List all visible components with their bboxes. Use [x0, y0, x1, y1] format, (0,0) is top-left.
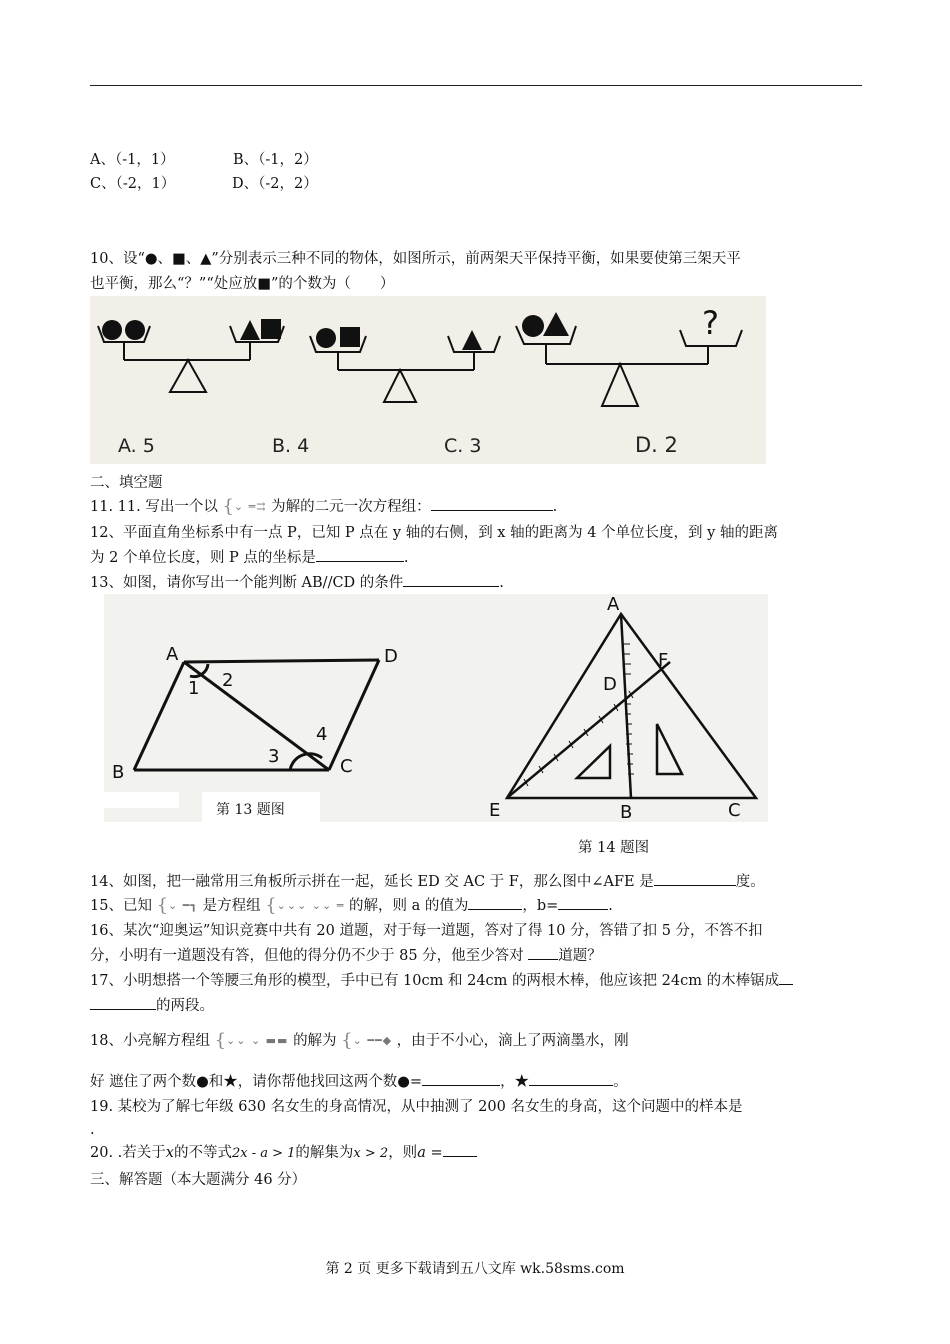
- q16-line2: [90, 946, 602, 966]
- choice-a: A. 5: [118, 435, 155, 457]
- fig14-label-e: E: [489, 800, 501, 821]
- q19-line2: .: [90, 1122, 95, 1138]
- balance-figure: [90, 296, 766, 464]
- q17-blank-b[interactable]: [90, 1009, 156, 1010]
- fig13-label-d: D: [384, 646, 398, 667]
- q12-blank[interactable]: [316, 561, 404, 562]
- fig13-label-c: C: [340, 756, 353, 777]
- q20-solution: x > 2: [353, 1146, 389, 1161]
- q20-blank[interactable]: [443, 1156, 477, 1157]
- q15-blank-a[interactable]: [468, 909, 522, 910]
- q13-text: 13、如图，请你写出一个能判断 AB//CD 的条件: [90, 575, 404, 591]
- q16-line1: 16、某次“迎奥运”知识竞赛中共有 20 道题，对于每一道题，答对了得 10 分，答错了扣 5 分，不答不扣: [90, 923, 763, 939]
- choice-b: B. 4: [272, 435, 310, 457]
- geometry-figures: [104, 594, 768, 822]
- q15-blank-b[interactable]: [558, 909, 608, 910]
- equation-system-icon: {⌄ ═⇉: [222, 496, 267, 517]
- q14-blank[interactable]: [654, 885, 736, 886]
- q11: [90, 497, 557, 517]
- equation-system-icon-2: {⌄⌄⌄ ⌄⌄ ═: [265, 895, 345, 916]
- q14-text: 14、如图，把一融常用三角板所示拼在一起，延长 ED 交 AC 于 F，那么图中∠AFE 是: [90, 874, 654, 890]
- fig14-label-b: B: [620, 802, 633, 822]
- fig14-caption: 第 14 题图: [578, 840, 650, 856]
- fig14-label-f: F: [658, 650, 669, 671]
- q15-post: 的解，则 a 的值为: [348, 898, 469, 914]
- fig14-label-a: A: [607, 594, 620, 615]
- fig14-label-c: C: [728, 800, 741, 821]
- q17-line1: [90, 971, 793, 991]
- q13: [90, 573, 504, 593]
- q20-mid3: ，则: [388, 1145, 418, 1161]
- fig13-label-3: 3: [268, 746, 280, 767]
- header-rule: [90, 85, 862, 86]
- q13-end: .: [499, 575, 504, 591]
- q18-line2-pre: 好 遮住了两个数●和★，请你帮他找回这两个数●=: [90, 1074, 423, 1090]
- option-d: D、（-2，2）: [232, 176, 318, 192]
- q15: [90, 896, 613, 916]
- balance-drawing: [90, 296, 766, 464]
- q10-line1: 10、设“●、■、▲”分别表示三种不同的物体，如图所示，前两架天平保持平衡，如果要使第三架天平: [90, 251, 741, 267]
- q14: [90, 872, 765, 892]
- q20-a: a =: [417, 1145, 443, 1161]
- q12-line1: 12、平面直角坐标系中有一点 P，已知 P 点在 y 轴的右侧，到 x 轴的距离为 4 个单位长度，到 y 轴的距离: [90, 525, 778, 541]
- q18-line2-end: 。: [613, 1074, 628, 1090]
- q15-end: .: [608, 898, 613, 914]
- fig13-mask: [104, 792, 179, 808]
- q11-end: .: [552, 499, 558, 515]
- q12-end: .: [403, 550, 409, 566]
- question-mark: ?: [702, 304, 719, 342]
- choice-c: C. 3: [444, 435, 482, 457]
- q13-blank[interactable]: [403, 586, 499, 587]
- fig13-label-b: B: [112, 762, 125, 783]
- fig14-label-d: D: [603, 674, 617, 695]
- fig13-label-1: 1: [188, 678, 200, 699]
- equation-system-icon-3: {⌄⌄ ⌄ ▬▬: [214, 1030, 289, 1051]
- q20-inequality: 2x - a > 1: [231, 1146, 296, 1161]
- option-a: A、（-1，1）: [90, 152, 175, 168]
- choice-d: D. 2: [635, 433, 678, 457]
- q17-line2: [90, 996, 214, 1016]
- q12-text: 为 2 个单位长度，则 P 点的坐标是: [90, 550, 316, 566]
- q16-blank[interactable]: [528, 959, 558, 960]
- option-b: B、（-1，2）: [233, 152, 318, 168]
- option-c: C、（-2，1）: [90, 176, 176, 192]
- q17-text: 17、小明想搭一个等腰三角形的模型，手中已有 10cm 和 24cm 的两根木棒，他应该把 24cm 的木棒锯成: [90, 973, 780, 989]
- q17-end: 的两段。: [156, 998, 214, 1014]
- q18-post: ，由于不小心，滴上了两滴墨水，刚: [396, 1033, 629, 1049]
- q18-line2: [90, 1072, 628, 1092]
- solution-system-icon-2: {⌄ ━━◆: [341, 1030, 393, 1051]
- q18-line2-mid: ，★: [500, 1074, 530, 1090]
- q11-pre: 11. 11. 写出一个以: [90, 499, 218, 515]
- fig13-label-2: 2: [222, 670, 234, 691]
- q19-line1: 19. 某校为了解七年级 630 名女生的身高情况，从中抽测了 200 名女生的身高，这个问题中的样本是: [90, 1099, 743, 1115]
- fig13-label-a: A: [166, 644, 179, 665]
- section2-heading: 二、填空题: [90, 475, 163, 491]
- q15-b-label: ，b=: [522, 898, 559, 914]
- q14-end: 度。: [735, 874, 765, 890]
- q18-blank-b[interactable]: [529, 1085, 613, 1086]
- q15-mid: 是方程组: [202, 898, 261, 914]
- q16-end: 道题？: [558, 948, 602, 964]
- section3-heading: 三、解答题（本大题满分 46 分）: [90, 1172, 307, 1188]
- q10-line2: 也平衡，那么“？”“处应放■”的个数为（ ）: [90, 276, 395, 292]
- q20-x: x: [165, 1145, 174, 1161]
- q11-post: 为解的二元一次方程组：: [271, 499, 431, 515]
- page-footer: 第 2 页 更多下载请到五八文库 wk.58sms.com: [325, 1261, 625, 1277]
- q11-blank[interactable]: [431, 510, 553, 511]
- q15-pre: 15、已知: [90, 898, 152, 914]
- q20-mid2: 的解集为: [295, 1145, 354, 1161]
- q18-line1: [90, 1031, 629, 1051]
- q18-blank-a[interactable]: [422, 1085, 500, 1086]
- q17-blank-a[interactable]: [779, 984, 793, 985]
- q12-line2: [90, 548, 409, 568]
- q20: [90, 1143, 477, 1164]
- solution-system-icon: {⌄ ━┓: [156, 895, 198, 916]
- q20-mid1: 的不等式: [173, 1145, 232, 1161]
- q18-pre: 18、小亮解方程组: [90, 1033, 210, 1049]
- fig13-label-4: 4: [316, 724, 328, 745]
- q18-mid: 的解为: [293, 1033, 337, 1049]
- geometry-drawing: [104, 594, 768, 822]
- q20-pre: 20. .若关于: [90, 1145, 166, 1161]
- fig13-caption: 第 13 题图: [216, 802, 285, 818]
- q16-text: 分，小明有一道题没有答，但他的得分仍不少于 85 分，他至少答对: [90, 948, 524, 964]
